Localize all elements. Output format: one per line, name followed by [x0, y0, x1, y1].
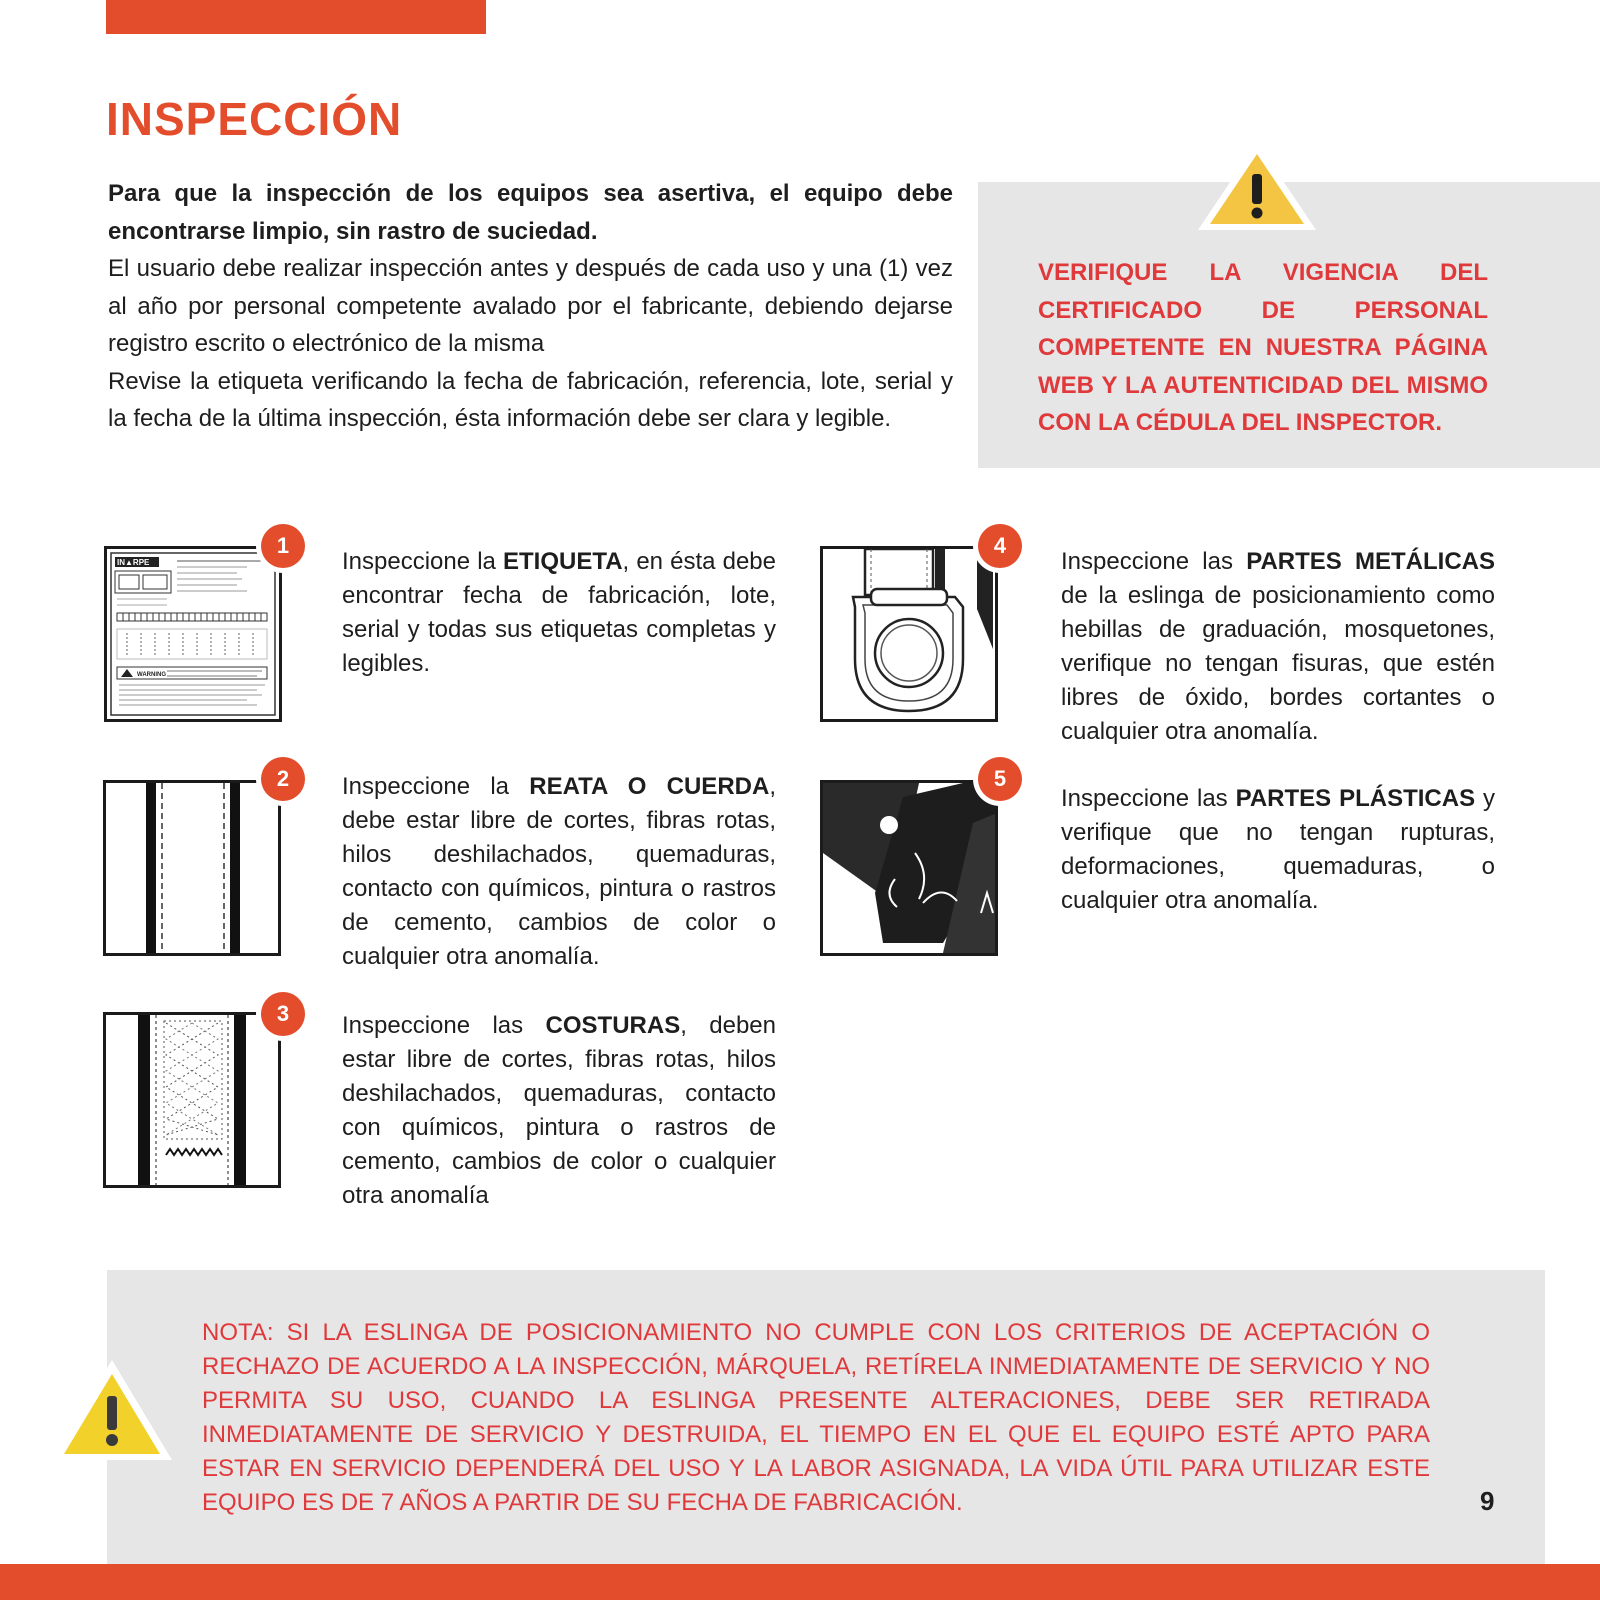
intro-lead: Para que la inspección de los equipos sea asertiva, el equipo debe encontrarse limpio, sin rastro de suciedad.: [108, 180, 953, 245]
label-brand-text: IN▲RPE: [117, 558, 150, 567]
step-3-text: Inspeccione las COSTURAS, deben estar libre de cortes, fibras rotas, hilos deshilachados, quemaduras, contacto con químicos, pintura o rastros de cemento, cambios de color o cualquier otra anomalía: [342, 1012, 776, 1209]
label-illustration: [104, 546, 282, 722]
warning-triangle-icon: [1196, 140, 1318, 232]
webbing-illustration: [103, 780, 281, 956]
page-number: 9: [1480, 1486, 1495, 1516]
step-2-badge: 2: [261, 757, 305, 801]
stitching-illustration: [103, 1012, 281, 1188]
page-title: INSPECCIÓN: [106, 93, 403, 145]
step-1-text: Inspeccione la ETIQUETA, en ésta debe encontrar fecha de fabricación, lote, serial y todas sus etiquetas completas y legibles.: [342, 548, 776, 677]
bottom-accent-bar: [0, 1564, 1600, 1600]
intro-section: [108, 175, 953, 438]
metal-dring-illustration: [820, 546, 998, 722]
intro-paragraph-1: El usuario debe realizar inspección antes y después de cada uso y una (1) vez al año por personal competente avalado por el fabricante, debiendo dejarse registro escrito o electrónico de la misma: [108, 255, 953, 357]
step-1-badge: 1: [261, 524, 305, 568]
step-3-badge: 3: [261, 992, 305, 1036]
label-warning-text: WARNING: [137, 672, 166, 678]
step-2-text: Inspeccione la REATA O CUERDA, debe estar libre de cortes, fibras rotas, hilos deshilachados, quemaduras, contacto con químicos, pintura o rastros de cemento, cambios de color o cualquier otra anomalía.: [342, 773, 776, 970]
note-warning-triangle-icon: [52, 1358, 174, 1462]
step-4-badge: 4: [978, 524, 1022, 568]
plastic-buckle-illustration: [820, 780, 998, 956]
step-4-text: Inspeccione las PARTES METÁLICAS de la eslinga de posicionamiento como hebillas de graduación, mosquetones, verifique no tengan fisuras, que estén libres de óxido, bordes cortantes o cualquier otra anomalía.: [1061, 548, 1495, 745]
warning-text: VERIFIQUE LA VIGENCIA DEL CERTIFICADO DE PERSONAL COMPETENTE EN NUESTRA PÁGINA WEB Y LA AUTENTICIDAD DEL MISMO CON LA CÉDULA DEL INSPECTOR.: [1038, 259, 1488, 436]
intro-paragraph-2: Revise la etiqueta verificando la fecha de fabricación, referencia, lote, serial y la fecha de la última inspección, ésta información debe ser clara y legible.: [108, 367, 953, 432]
step-5-badge: 5: [978, 757, 1022, 801]
step-5-text: Inspeccione las PARTES PLÁSTICAS y verifique que no tengan rupturas, deformaciones, quemaduras, o cualquier otra anomalía.: [1061, 785, 1495, 914]
top-accent-bar: [106, 0, 486, 34]
note-text: NOTA: SI LA ESLINGA DE POSICIONAMIENTO NO CUMPLE CON LOS CRITERIOS DE ACEPTACIÓN O RECHAZO DE ACUERDO A LA INSPECCIÓN, MÁRQUELA, RETÍRELA INMEDIATAMENTE DE SERVICIO Y NO PERMITA SU USO, CUANDO LA ESLINGA PRESENTE ALTERACIONES, DEBE SER RETIRADA INMEDIATAMENTE DE SERVICIO Y DESTRUIDA, EL TIEMPO EN EL QUE EL EQUIPO ESTÉ APTO PARA ESTAR EN SERVICIO DEPENDERÁ DEL USO Y LA LABOR ASIGNADA, LA VIDA ÚTIL PARA UTILIZAR ESTE EQUIPO ES DE 7 AÑOS A PARTIR DE SU FECHA DE FABRICACIÓN.: [202, 1319, 1430, 1516]
